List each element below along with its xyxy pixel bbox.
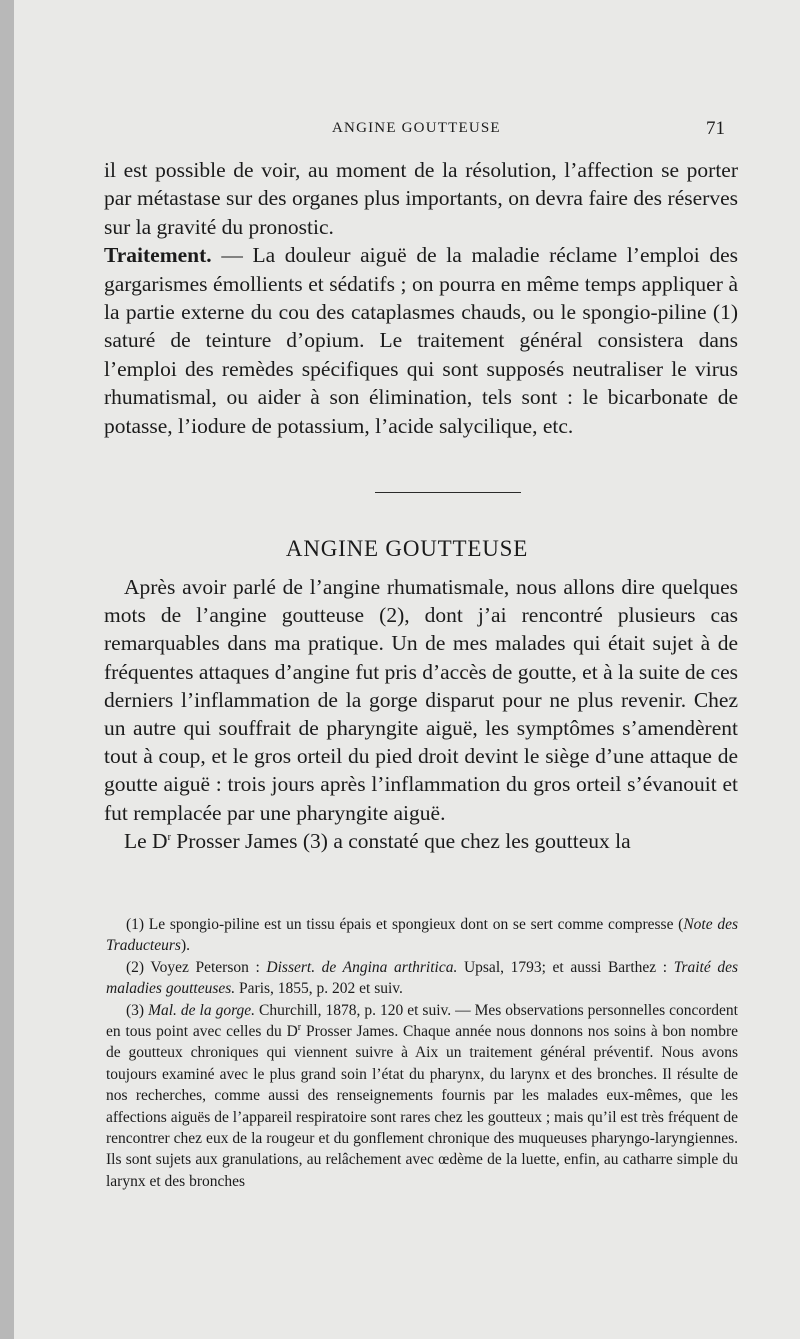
footnotes [106, 914, 738, 1192]
footnote-2-italic-1: Dissert. de Angina arthritica. [266, 958, 458, 976]
footnote-1-text: (1) Le spongio-piline est un tissu épais et spongieux dont on se sert comme compresse ( [126, 916, 684, 933]
treatment-paragraph [104, 241, 738, 440]
footnote-2-middle: Upsal, 1793; et aussi Barthez : [457, 958, 674, 976]
continuation-paragraph: il est possible de voir, au moment de la résolution, l’affection se porter par métastase sur des organes plus importants, on devra faire des réserves sur la gravité du pronostic. [104, 158, 738, 239]
treatment-text: — La douleur aiguë de la maladie réclame l’emploi des gargarismes émollients et sédatifs ; on pourra en même temps appliquer à la partie externe du cou des cataplasmes chauds, ou le spongio-piline (1) saturé de teinture d’opium. Le traitement général consistera dans l’emploi des remèdes spécifiques qui sont supposés neutraliser le virus rhumatismal, ou aider à son élimination, tels sont : le bicarbonate de potasse, l’iodure de potassium, l’acide salycilique, etc. [104, 243, 738, 438]
section-paragraph-1: Après avoir parlé de l’angine rhumatismale, nous allons dire quelques mots de l’angine goutteuse (2), dont j’ai rencontré plusieurs cas remarquables dans ma pratique. Un de mes malades qui était sujet à de fréquentes attaques d’angine fut pris d’accès de goutte, et à la suite de ces derniers l’inflammation de la gorge disparut pour ne plus revenir. Chez un autre qui souffrait de pharyngite aiguë, les symptômes s’amendèrent tout à coup, et le gros orteil du pied droit devint le siège d’une attaque de goutte aiguë : trois jours après l’inflammation du gros orteil s’évanouit et fut remplacée par une pharyngite aiguë. [104, 575, 738, 825]
footnote-3-text: Churchill, 1878, p. 120 et suiv. — Mes observations personnelles concordent en tous point avec celles du D [106, 1001, 738, 1041]
footnote-3-italic: Mal. de la gorge. [148, 1001, 256, 1019]
treatment-label: Traitement. [104, 243, 212, 268]
footnote-1-end: ). [180, 937, 190, 955]
footnote-1-italic: Note des Traducteurs [106, 916, 739, 955]
body-text [104, 156, 738, 440]
paragraph2-start: Le D [124, 828, 168, 853]
running-head [14, 118, 800, 142]
page-number: 71 [706, 118, 725, 139]
paragraph2-superscript: r [167, 831, 171, 843]
section-heading: ANGINE GOUTTEUSE [285, 536, 529, 561]
running-title: ANGINE GOUTTEUSE [332, 120, 501, 136]
footnote-3-rest: Prosser James. Chaque année nous donnons nos soins à bon nombre de goutteux chroniques qui viennent suivre à Aix un traitement général préventif. Nous avons toujours examiné avec le plus grand soin l’état du pharynx, du larynx et des bronches. Il résulte de nos recherches, comme aussi des renseignements fournis par les malades eux-mêmes, que les affections aiguës de l’appareil respiratoire sont rares chez les goutteux ; mais qu’il est très fréquent de rencontrer chez eux de la rougeur et du gonflement chronique des muqueuses pharyngo-laryngiennes. Ils sont sujets aux granulations, au relâchement avec œdème de la luette, enfin, au catharre simple du larynx et des bronches [106, 1023, 738, 1190]
footnote-2-text: (2) Voyez Peterson : [126, 958, 267, 976]
section-paragraph-2 [104, 827, 738, 855]
footnote-2-end: Paris, 1855, p. 202 et suiv. [235, 980, 403, 998]
footnote-2-italic-2: Traité des maladies goutteuses. [106, 958, 739, 998]
footnote-1 [106, 914, 738, 957]
section-divider [375, 492, 521, 493]
section-text [104, 573, 738, 855]
book-page [14, 0, 800, 1339]
footnote-3-number: (3) [126, 1001, 149, 1019]
footnote-3-superscript: r [297, 1021, 302, 1033]
footnote-2 [106, 957, 738, 1000]
footnote-3 [106, 1000, 738, 1193]
paragraph2-end: Prosser James (3) a constaté que chez les goutteux la [170, 828, 631, 853]
